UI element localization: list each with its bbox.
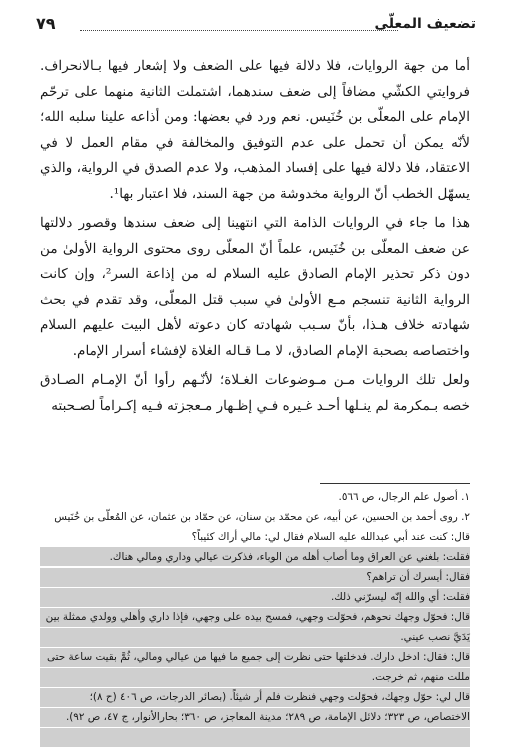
footnote-1: ١. أصول علم الرجال، ص ٥٦٦. [338,491,470,503]
header-dotted-rule [80,30,398,31]
footnote-divider [320,483,470,484]
highlight-bar [40,728,470,747]
page-number: ٧٩ [36,14,56,33]
footnotes [40,487,470,727]
footnote-quote-block [40,547,470,727]
footnote-quote: قال: فقال: ادخل دارك. فدخلتها حتى نظرت إلى جميع ما فيها من عيالي ومالي، ثُمَّ بقيت ساعة حتى مللت منهم، ثم خرجت. [47,651,470,683]
footnote-2: ٢. روى أحمد بن الحسين، عن أبيه، عن محمّد بن سنان، عن حمّاد بن عثمان، عن المُعلّى بن خُنَيس قال: كنت عند أبي عبدالله عليه السلام فقال لي: مالي أراك كئيباً؟ [54,511,470,543]
page-header [36,14,476,36]
paragraph: ولعل تلك الروايات مـن مـوضوعات الغـلاة؛ لأنّـهم رأوا أنّ الإمـام الصـادق خصه بـمكرمة لم ينـلها أحـد غـيره فـي إظـهار مـعجزته فـيه إكـراماً لصـحبته [40,372,470,414]
running-title: تضعيف المعلّى [374,16,476,32]
footnote-quote: فقلت: أي والله إنّه ليسرّني ذلك. [330,591,470,603]
main-text [40,54,470,419]
footnote-quote: فقلت: بلغني عن العراق وما أصاب أهله من الوباء، فذكرت عيالي وداري ومالي هناك. [109,551,470,563]
footnote-quote: فقال: أيسرك أن تراهم؟ [366,571,470,583]
paragraph: أما من جهة الروايات، فلا دلالة فيها على الضعف ولا إشعار فيها بـالانحراف. فروايتي الكشّي مضافاً إلى ضعف سندهما، اشتملت الثانية منهما على ترحّم الإمام على المعلّى بن خُنَيس. نعم ورد في بعضها: ومن أذاعه علينا سلبه الله؛ لأنّه يمكن أن تحمل على عدم التوفيق والمخالفة في مقام العمل لا في الاعتقاد، فلا دلالة فيها على إفساد المذهب، ولا عدم الصدق في الرواية، والذي يسهّل الخطب أنّ الرواية مخدوشة من جهة السند، فلا اعتبار بها¹. [40,58,470,202]
footnote-quote: قال: فحوّل وجهك نحوهم، فحوّلت وجهي، فمسح بيده على وجهي، فإذا داري وأهلي وولدي ممثلة بين يَدَيَّ نصب عيني. [45,611,470,643]
paragraph: هذا ما جاء في الروايات الذامة التي انتهينا إلى ضعف سندها وقصور دلالتها عن ضعف المعلّى بن خُنَيس، علماً أنّ المعلّى روى محتوى الرواية الأولىٰ من دون ذكر تحذير الإمام الصادق عليه السلام له من إذاعة السر²، وإن كانت الرواية الثانية تنسجم مـع الأولىٰ في سبب قتل المعلّى، وقد تقدم في بحث شهادته خلاف هـذا، بأنّ سـبب شهادته كان دعوته لأهل البيت عليهم السلام واختصاصه بصحبة الإمام الصادق، لا مـا قـاله الغلاة لإفشاء أسرار الإمام. [40,215,470,359]
footnote-quote: قال لي: حوّل وجهك، فحوّلت وجهي فنظرت فلم أر شيئاً. (بصائر الدرجات، ص ٤٠٦ (ح ٨)؛ الاختصاص، ص ٣٢٣؛ دلائل الإمامة، ص ٢٨٩؛ مدينة المعاجز، ص ٣٦٠؛ بحارالأنوار، ج ٤٧، ص ٩٢). [65,691,470,723]
